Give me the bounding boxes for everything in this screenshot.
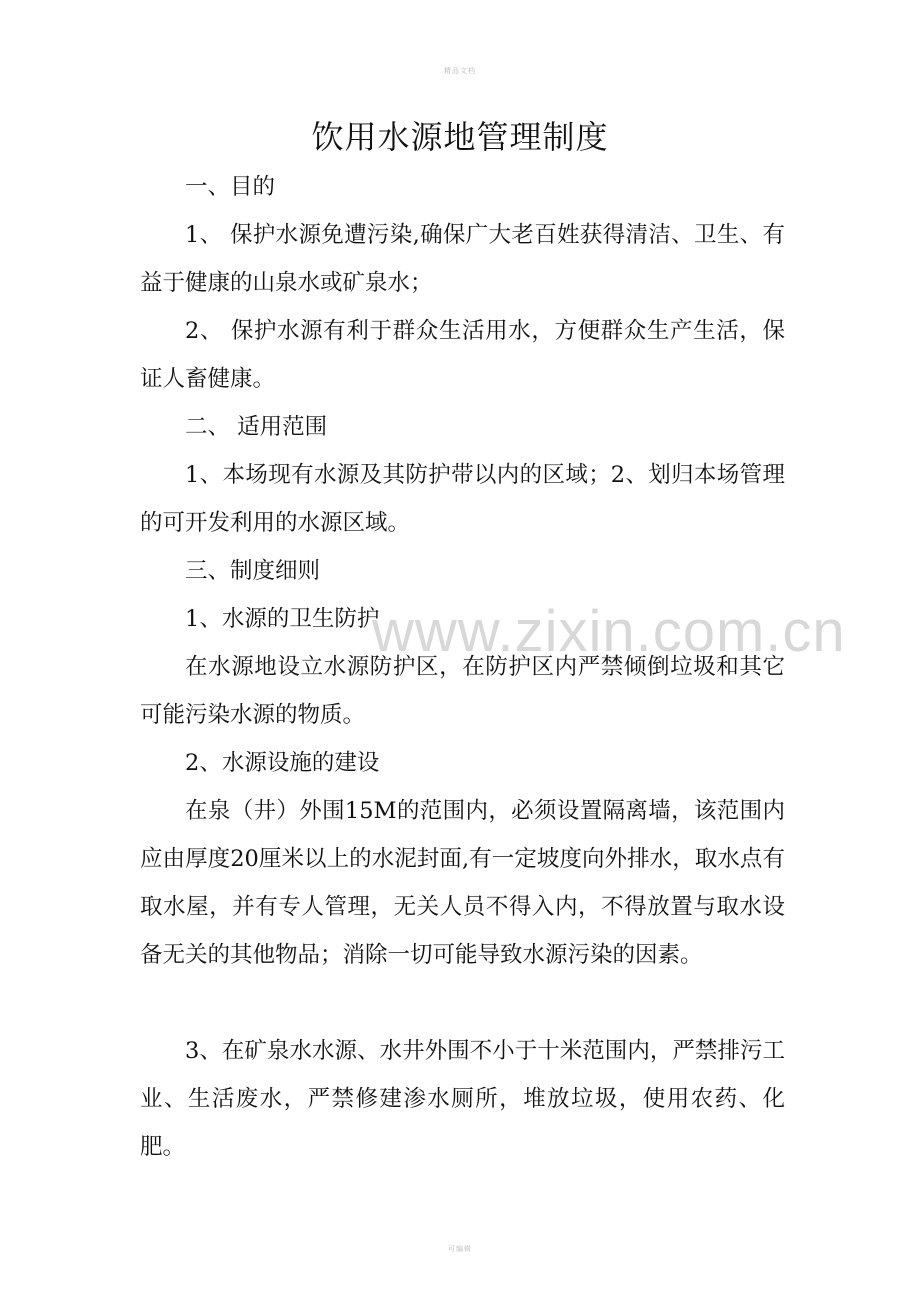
section-heading-purpose: 一、目的 bbox=[185, 174, 276, 200]
paragraph-purpose-2: 2、 保护水源有利于群众生活用水，方便群众生产生活，保证人畜健康。 bbox=[140, 318, 785, 392]
document-title: 饮用水源地管理制度 bbox=[311, 118, 609, 156]
paragraph-purpose-1: 1、 保护水源免遭污染,确保广大老百姓获得清洁、卫生、有益于健康的山泉水或矿泉水； bbox=[140, 222, 785, 296]
section-heading-rules: 三、制度细则 bbox=[185, 558, 321, 584]
subheading-facility-construction: 2、水源设施的建设 bbox=[185, 750, 380, 776]
watermark: www.zixin.com.cn bbox=[372, 599, 846, 664]
paragraph-rule-3: 3、在矿泉水水源、水井外围不小于十米范围内，严禁排污工业、生活废水，严禁修建渗水厕所，堆放垃圾，使用农药、化肥。 bbox=[140, 1038, 785, 1160]
paragraph-facility-construction: 在泉（井）外围15M的范围内，必须设置隔离墙，该范围内应由厚度20厘米以上的水泥封面,有一定坡度向外排水，取水点有取水屋，并有专人管理，无关人员不得入内，不得放置与取水设备无关的其他物品；消除一切可能导致水源污染的因素。 bbox=[140, 798, 785, 968]
header-mark: 精品文档 bbox=[444, 67, 476, 75]
footer-mark: 可编辑 bbox=[448, 1245, 472, 1253]
paragraph-scope: 1、本场现有水源及其防护带以内的区域；2、划归本场管理的可开发利用的水源区域。 bbox=[140, 462, 785, 536]
paragraph-sanitary-protection: 在水源地设立水源防护区，在防护区内严禁倾倒垃圾和其它可能污染水源的物质。 bbox=[140, 654, 785, 728]
section-heading-scope: 二、 适用范围 bbox=[185, 414, 328, 440]
subheading-sanitary-protection: 1、水源的卫生防护 bbox=[185, 606, 380, 632]
